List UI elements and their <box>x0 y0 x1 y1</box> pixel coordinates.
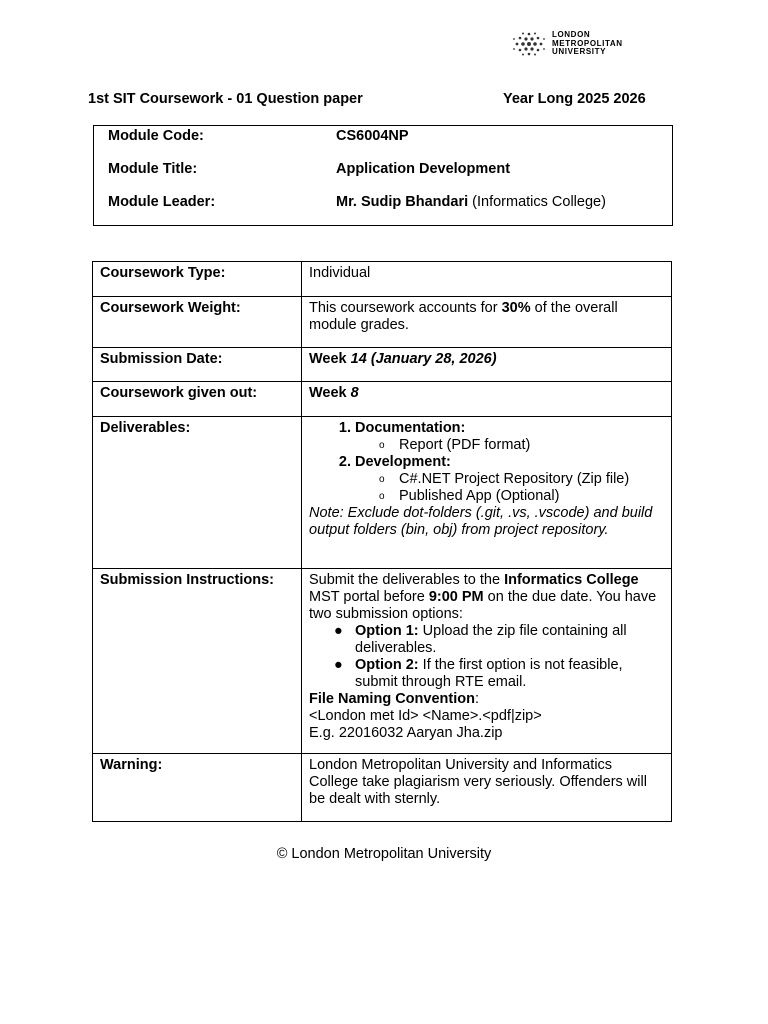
coursework-type-value: Individual <box>302 262 672 297</box>
copyright-footer: © London Metropolitan University <box>276 846 492 862</box>
naming-format: <London met Id> <Name>.<pdf|zip> <box>309 708 542 724</box>
table-row <box>93 262 672 297</box>
table-row <box>93 417 672 569</box>
module-title-value: Application Development <box>336 161 511 177</box>
given-out-value: Week 8 <box>302 382 672 417</box>
list-item: o Published App (Optional) <box>379 488 560 504</box>
logo-line-1: LONDON <box>552 30 591 40</box>
submission-date: 14 (January 28, 2026) <box>350 351 497 367</box>
list-item: ● Option 1: Upload the zip file containing all deliverables. <box>334 623 627 656</box>
warning-text: London Metropolitan University and Informatics College take plagiarism very seriously. Offenders will be dealt with sternly. <box>302 754 672 822</box>
list-item: o Report (PDF format) <box>379 437 531 453</box>
module-leader-label: Module Leader: <box>108 194 216 210</box>
deliverables-label: Deliverables: <box>93 417 302 569</box>
given-out-label: Coursework given out: <box>93 382 302 417</box>
university-logo <box>512 30 623 58</box>
paper-title: 1st SIT Coursework - 01 Question paper <box>88 91 363 107</box>
submission-options-list <box>309 623 664 691</box>
table-row <box>93 348 672 382</box>
module-info-box <box>93 125 673 226</box>
module-code-label: Module Code: <box>108 128 204 144</box>
module-title-label: Module Title: <box>108 161 198 177</box>
warning-label: Warning: <box>93 754 302 822</box>
logo-line-3: UNIVERSITY <box>552 47 607 57</box>
table-row <box>93 382 672 417</box>
module-leader-name: Mr. Sudip Bhandari <box>336 194 469 210</box>
deliverables-list <box>309 420 664 505</box>
naming-example: E.g. 22016032 Aaryan Jha.zip <box>309 725 503 741</box>
table-row <box>93 754 672 822</box>
naming-convention: File Naming Convention: <box>309 691 479 707</box>
list-item: ● Option 2: If the first option is not feasible, submit through RTE email. <box>334 657 623 690</box>
table-row <box>93 297 672 348</box>
list-item: 1. Documentation: o Report (PDF format) <box>355 420 664 454</box>
submission-date-label: Submission Date: <box>93 348 302 382</box>
table-row <box>93 569 672 754</box>
logo-line-2: METROPOLITAN <box>552 38 623 48</box>
coursework-details-table <box>92 261 672 822</box>
module-leader-org: (Informatics College) <box>472 194 606 210</box>
deliverables-value <box>302 417 672 569</box>
logo-emblem-icon <box>512 30 546 58</box>
coursework-weight-label: Coursework Weight: <box>93 297 302 348</box>
list-item: o C#.NET Project Repository (Zip file) <box>379 471 630 487</box>
list-item: 2. Development: o C#.NET Project Repository (Zip file) o Published App (Optional) <box>355 454 664 505</box>
deliverables-note: Note: Exclude dot-folders (.git, .vs, .vscode) and build output folders (bin, obj) from project repository. <box>309 505 653 538</box>
coursework-weight-value: This coursework accounts for 30% of the overall module grades. <box>302 297 672 348</box>
submission-date-value: Week 14 (January 28, 2026) <box>302 348 672 382</box>
submission-instructions-label: Submission Instructions: <box>93 569 302 754</box>
submission-instructions-value: Submit the deliverables to the Informatics College MST portal before 9:00 PM on the due date. You have two submission options: ● Option 1: Upload the zip file containing all deliverables. ● Option 2: If the first option is not feasible, submit through RTE email. File Naming Convention: <London met Id> <Name>.<pdf|zip> E.g. 22016032 Aaryan Jha.zip <box>302 569 672 754</box>
academic-year: Year Long 2025 2026 <box>503 91 646 107</box>
weight-percentage: 30% <box>501 300 531 316</box>
module-code-value: CS6004NP <box>336 128 409 144</box>
coursework-type-label: Coursework Type: <box>93 262 302 297</box>
